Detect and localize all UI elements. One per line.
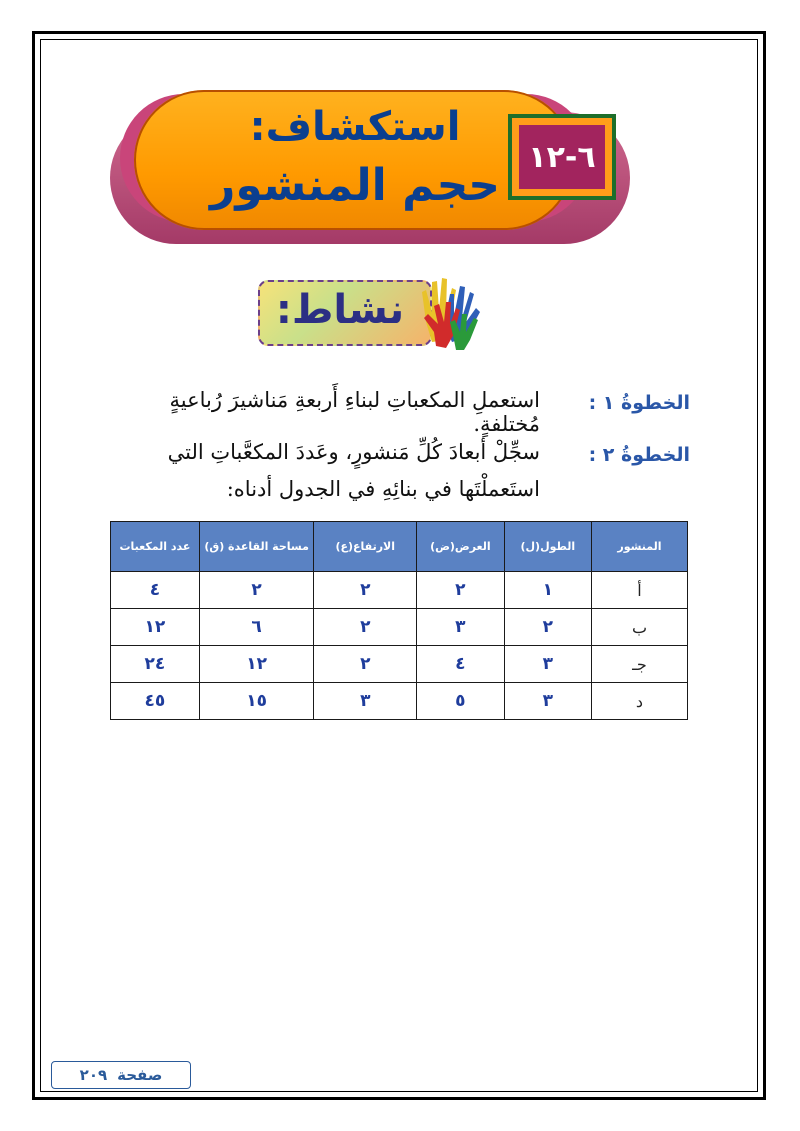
lesson-title: استكشاف: [249,104,461,150]
step-2-text-line2: استَعملْتَها في بنائِهِ في الجدول أدناه: [226,477,540,501]
table-row [111,572,688,609]
table-cell: ٤ [417,646,505,683]
table-cell: ٣ [314,683,417,720]
header-height: الارتفاع(ع) [314,522,417,572]
step-2-text-line1: سجِّلْ أبعادَ كُلِّ مَنشورٍ، وعَددَ المكعَّباتِ التي [167,440,540,464]
table-cell: ١٢ [199,646,314,683]
table-cell: ب [591,609,687,646]
header-cube-count: عدد المكعبات [111,522,200,572]
table-cell: ٤ [111,572,200,609]
table-cell: ٢ [314,609,417,646]
lesson-number: ٦-١٢ [519,125,605,189]
table-cell: ١٥ [199,683,314,720]
table-cell: ٢ [504,609,591,646]
page-number-box [51,1061,191,1089]
table-cell: ٢٤ [111,646,200,683]
page-label: صفحة [117,1066,163,1084]
page-number: ٢٠٩ [79,1066,108,1084]
table-cell: ٥ [417,683,505,720]
table-cell: ٢ [417,572,505,609]
table-cell: ٤٥ [111,683,200,720]
table-cell: ٢ [199,572,314,609]
table-cell: ٣ [417,609,505,646]
table-cell: أ [591,572,687,609]
table-row [111,609,688,646]
table-cell: ٣ [504,683,591,720]
table-header-row [111,522,688,572]
step-1-text: استعملِ المكعباتِ لبناءِ أَربعةِ مَناشيرَ رُباعيةٍ مُختلفةٍ. [169,388,540,436]
hands-icon [416,262,488,352]
prism-table [110,521,688,720]
table-cell: ٢ [314,572,417,609]
table-cell: جـ [591,646,687,683]
table-cell: ٣ [504,646,591,683]
table-row [111,646,688,683]
header-prism: المنشور [591,522,687,572]
activity-label: نشاط: [275,287,405,333]
table-row [111,683,688,720]
lesson-number-box [508,114,616,200]
step-1-label: الخطوةُ ١ : [588,392,690,414]
table-cell: ١ [504,572,591,609]
header-base-area: مساحة القاعدة (ق) [199,522,314,572]
lesson-subtitle: حجم المنشور [210,160,500,211]
table-cell: ٢ [314,646,417,683]
header-width: العرض(ض) [417,522,505,572]
header-length: الطول(ل) [504,522,591,572]
table-cell: ١٢ [111,609,200,646]
step-2-label: الخطوةُ ٢ : [588,444,690,466]
table-cell: د [591,683,687,720]
table-cell: ٦ [199,609,314,646]
